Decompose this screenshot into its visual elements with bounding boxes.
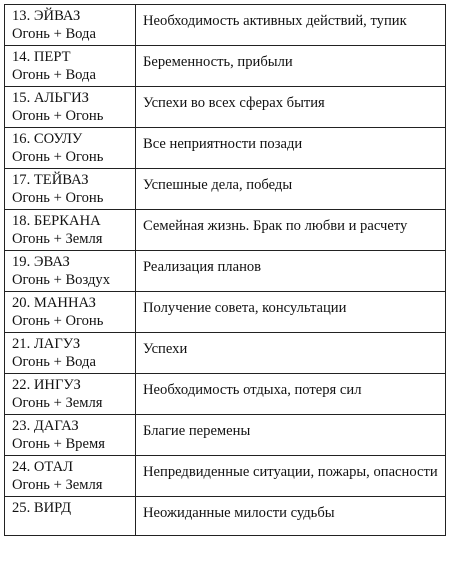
rune-meaning: Все неприятности позади (143, 136, 303, 152)
rune-meaning: Беременность, прибыли (143, 54, 293, 70)
rune-elements: Огонь + Вода (12, 66, 96, 83)
table-row (5, 128, 446, 169)
rune-table-container (4, 4, 445, 536)
rune-cell (5, 456, 136, 497)
rune-cell (5, 251, 136, 292)
rune-elements: Огонь + Огонь (12, 189, 104, 206)
rune-elements: Огонь + Воздух (12, 271, 111, 288)
meaning-cell (136, 87, 446, 128)
rune-name: 18. БЕРКАНА (12, 213, 101, 229)
meaning-cell (136, 128, 446, 169)
rune-cell (5, 169, 136, 210)
table-row (5, 5, 446, 46)
rune-cell (5, 87, 136, 128)
table-row (5, 46, 446, 87)
rune-name: 22. ИНГУЗ (12, 377, 81, 393)
rune-cell (5, 333, 136, 374)
rune-elements: Огонь + Огонь (12, 312, 104, 329)
rune-cell (5, 128, 136, 169)
rune-name: 17. ТЕЙВАЗ (12, 172, 89, 188)
meaning-cell (136, 5, 446, 46)
rune-cell (5, 374, 136, 415)
rune-elements: Огонь + Земля (12, 230, 103, 247)
rune-meaning: Успешные дела, победы (143, 177, 293, 193)
rune-name: 20. МАННАЗ (12, 295, 96, 311)
rune-cell (5, 210, 136, 251)
table-row (5, 292, 446, 333)
table-row (5, 415, 446, 456)
table-row (5, 456, 446, 497)
rune-meaning: Успехи (143, 341, 188, 357)
rune-name: 19. ЭВАЗ (12, 254, 70, 270)
rune-cell (5, 46, 136, 87)
rune-cell (5, 415, 136, 456)
table-row (5, 374, 446, 415)
rune-name: 13. ЭЙВАЗ (12, 8, 81, 24)
rune-meaning: Получение совета, консультации (143, 300, 347, 316)
meaning-cell (136, 456, 446, 497)
rune-meaning: Благие перемены (143, 423, 251, 439)
rune-table (4, 4, 446, 536)
meaning-cell (136, 497, 446, 536)
rune-meaning: Реализация планов (143, 259, 262, 275)
rune-meaning: Успехи во всех сферах бытия (143, 95, 325, 111)
rune-meaning: Необходимость отдыха, потеря сил (143, 382, 362, 398)
rune-elements: Огонь + Время (12, 435, 105, 452)
table-row (5, 169, 446, 210)
rune-meaning: Необходимость активных действий, тупик (143, 13, 407, 29)
meaning-cell (136, 46, 446, 87)
rune-name: 14. ПЕРТ (12, 49, 71, 65)
rune-elements: Огонь + Огонь (12, 107, 104, 124)
rune-cell (5, 5, 136, 46)
table-row (5, 497, 446, 536)
rune-name: 23. ДАГАЗ (12, 418, 79, 434)
rune-table-body (5, 5, 446, 536)
rune-elements: Огонь + Земля (12, 394, 103, 411)
meaning-cell (136, 210, 446, 251)
table-row (5, 210, 446, 251)
meaning-cell (136, 292, 446, 333)
rune-elements: Огонь + Вода (12, 25, 96, 42)
rune-meaning: Неожиданные милости судьбы (143, 505, 335, 521)
rune-cell (5, 497, 136, 536)
rune-elements: Огонь + Вода (12, 353, 96, 370)
rune-elements: Огонь + Земля (12, 476, 103, 493)
table-row (5, 251, 446, 292)
meaning-cell (136, 251, 446, 292)
rune-name: 21. ЛАГУЗ (12, 336, 81, 352)
rune-name: 16. СОУЛУ (12, 131, 83, 147)
rune-cell (5, 292, 136, 333)
table-row (5, 333, 446, 374)
meaning-cell (136, 169, 446, 210)
table-row (5, 87, 446, 128)
meaning-cell (136, 374, 446, 415)
rune-name: 25. ВИРД (12, 500, 72, 516)
rune-meaning: Семейная жизнь. Брак по любви и расчету (143, 218, 408, 234)
rune-name: 15. АЛЬГИЗ (12, 90, 89, 106)
meaning-cell (136, 415, 446, 456)
meaning-cell (136, 333, 446, 374)
rune-elements: Огонь + Огонь (12, 148, 104, 165)
rune-meaning: Непредвиденные ситуации, пожары, опасности (143, 464, 438, 480)
rune-name: 24. ОТАЛ (12, 459, 74, 475)
